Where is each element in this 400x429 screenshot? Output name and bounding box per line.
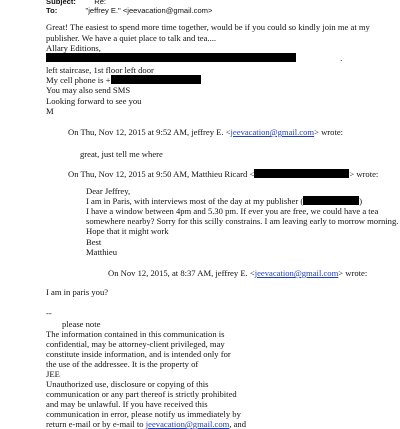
footer-line-2: confidential, may be attorney-client privileged, may	[46, 339, 225, 349]
quote-2-line-2-end: )	[359, 196, 363, 206]
quote-2-suffix: > wrote:	[349, 169, 379, 179]
quote-header-1	[68, 127, 343, 137]
quote-2-line-7: Matthieu	[86, 247, 118, 257]
quote-1-text: great, just tell me where	[80, 149, 163, 159]
signature-dashes: --	[46, 308, 52, 318]
email-link[interactable]: jeevacation@gmail.com	[230, 127, 315, 137]
footer-line-4: the use of the addressee. It is the property of	[46, 359, 199, 369]
quote-3-prefix: On Nov 12, 2015, at 8:37 AM, jeffrey E. <	[108, 268, 255, 278]
body-line-5: left staircase, 1st floor left door	[46, 65, 154, 75]
redacted-publisher	[303, 196, 359, 205]
quote-3-text: I am in paris you?	[46, 287, 109, 297]
to-row	[46, 6, 212, 16]
redacted-email	[254, 169, 349, 178]
quote-2-line-3: I have a window between 4pm and 5.30 pm. If ever you are free, we could have a tea	[86, 206, 379, 216]
footer-line-3: constitute inside information, and is intended only for	[46, 349, 231, 359]
body-line-1: Great! The easiest to spend more time together, would be if you could so kindly join me at my	[46, 22, 370, 32]
body-line-7: You may also send SMS	[46, 85, 131, 95]
footer-line-7: communication or any part thereof is strictly prohibited	[46, 389, 237, 399]
quote-2-line-6: Best	[86, 237, 102, 247]
to-label: To:	[46, 6, 58, 15]
body-line-8: Looking forward to see you	[46, 96, 142, 106]
quote-2-line-4: somewhere nearby? Sorry for this scilly constrains. I am leaving early to morrow morning.	[86, 216, 399, 226]
footer-note: please note	[62, 319, 101, 329]
cell-phone-label: My cell phone is +	[46, 75, 111, 85]
quote-2-line-2	[86, 196, 362, 206]
cell-phone-row	[46, 75, 201, 85]
to-value: "jeffrey E." <jeevacation@gmail.com>	[85, 6, 213, 15]
email-link-2[interactable]: jeevacation@gmail.com	[254, 268, 339, 278]
redacted-address-row	[46, 53, 342, 63]
quote-2-line-2-text: I am in Paris, with interviews most of the day at my publisher (	[86, 196, 304, 206]
quote-2-line-1: Dear Jeffrey,	[86, 186, 131, 196]
footer-line-1: The information contained in this communication is	[46, 329, 225, 339]
subject-label: Subject:	[46, 0, 76, 6]
redacted-phone	[111, 75, 201, 84]
footer-line-8: and may be unlawful. If you have received this	[46, 399, 208, 409]
body-line-9: M	[46, 106, 54, 116]
footer-line-10	[46, 419, 246, 429]
footer-line-6: Unauthorized use, disclosure or copying of this	[46, 379, 209, 389]
footer-email-link[interactable]: jeevacation@gmail.com	[145, 419, 230, 429]
subject-value: Re:	[94, 0, 107, 6]
stray-dot: .	[340, 53, 343, 63]
quote-1-suffix: > wrote:	[314, 127, 344, 137]
redacted-block	[46, 53, 296, 62]
footer-line-10-end: , and	[229, 419, 247, 429]
quote-header-2	[68, 169, 378, 179]
footer-line-5: JEE	[46, 369, 60, 379]
quote-2-prefix: On Thu, Nov 12, 2015 at 9:50 AM, Matthieu Ricard <	[68, 169, 255, 179]
footer-line-9: communication in error, please notify us immediately by	[46, 409, 241, 419]
quote-1-prefix: On Thu, Nov 12, 2015 at 9:52 AM, jeffrey E. <	[68, 127, 231, 137]
quote-3-suffix: > wrote:	[338, 268, 368, 278]
body-line-2: publisher. We have a quiet place to talk and tea....	[46, 33, 217, 43]
footer-line-10-text: return e-mail or by e-mail to	[46, 419, 146, 429]
quote-header-3	[108, 268, 367, 278]
quote-2-line-5: Hope that it might work	[86, 226, 169, 236]
body-line-3: Allary Editions,	[46, 43, 101, 53]
